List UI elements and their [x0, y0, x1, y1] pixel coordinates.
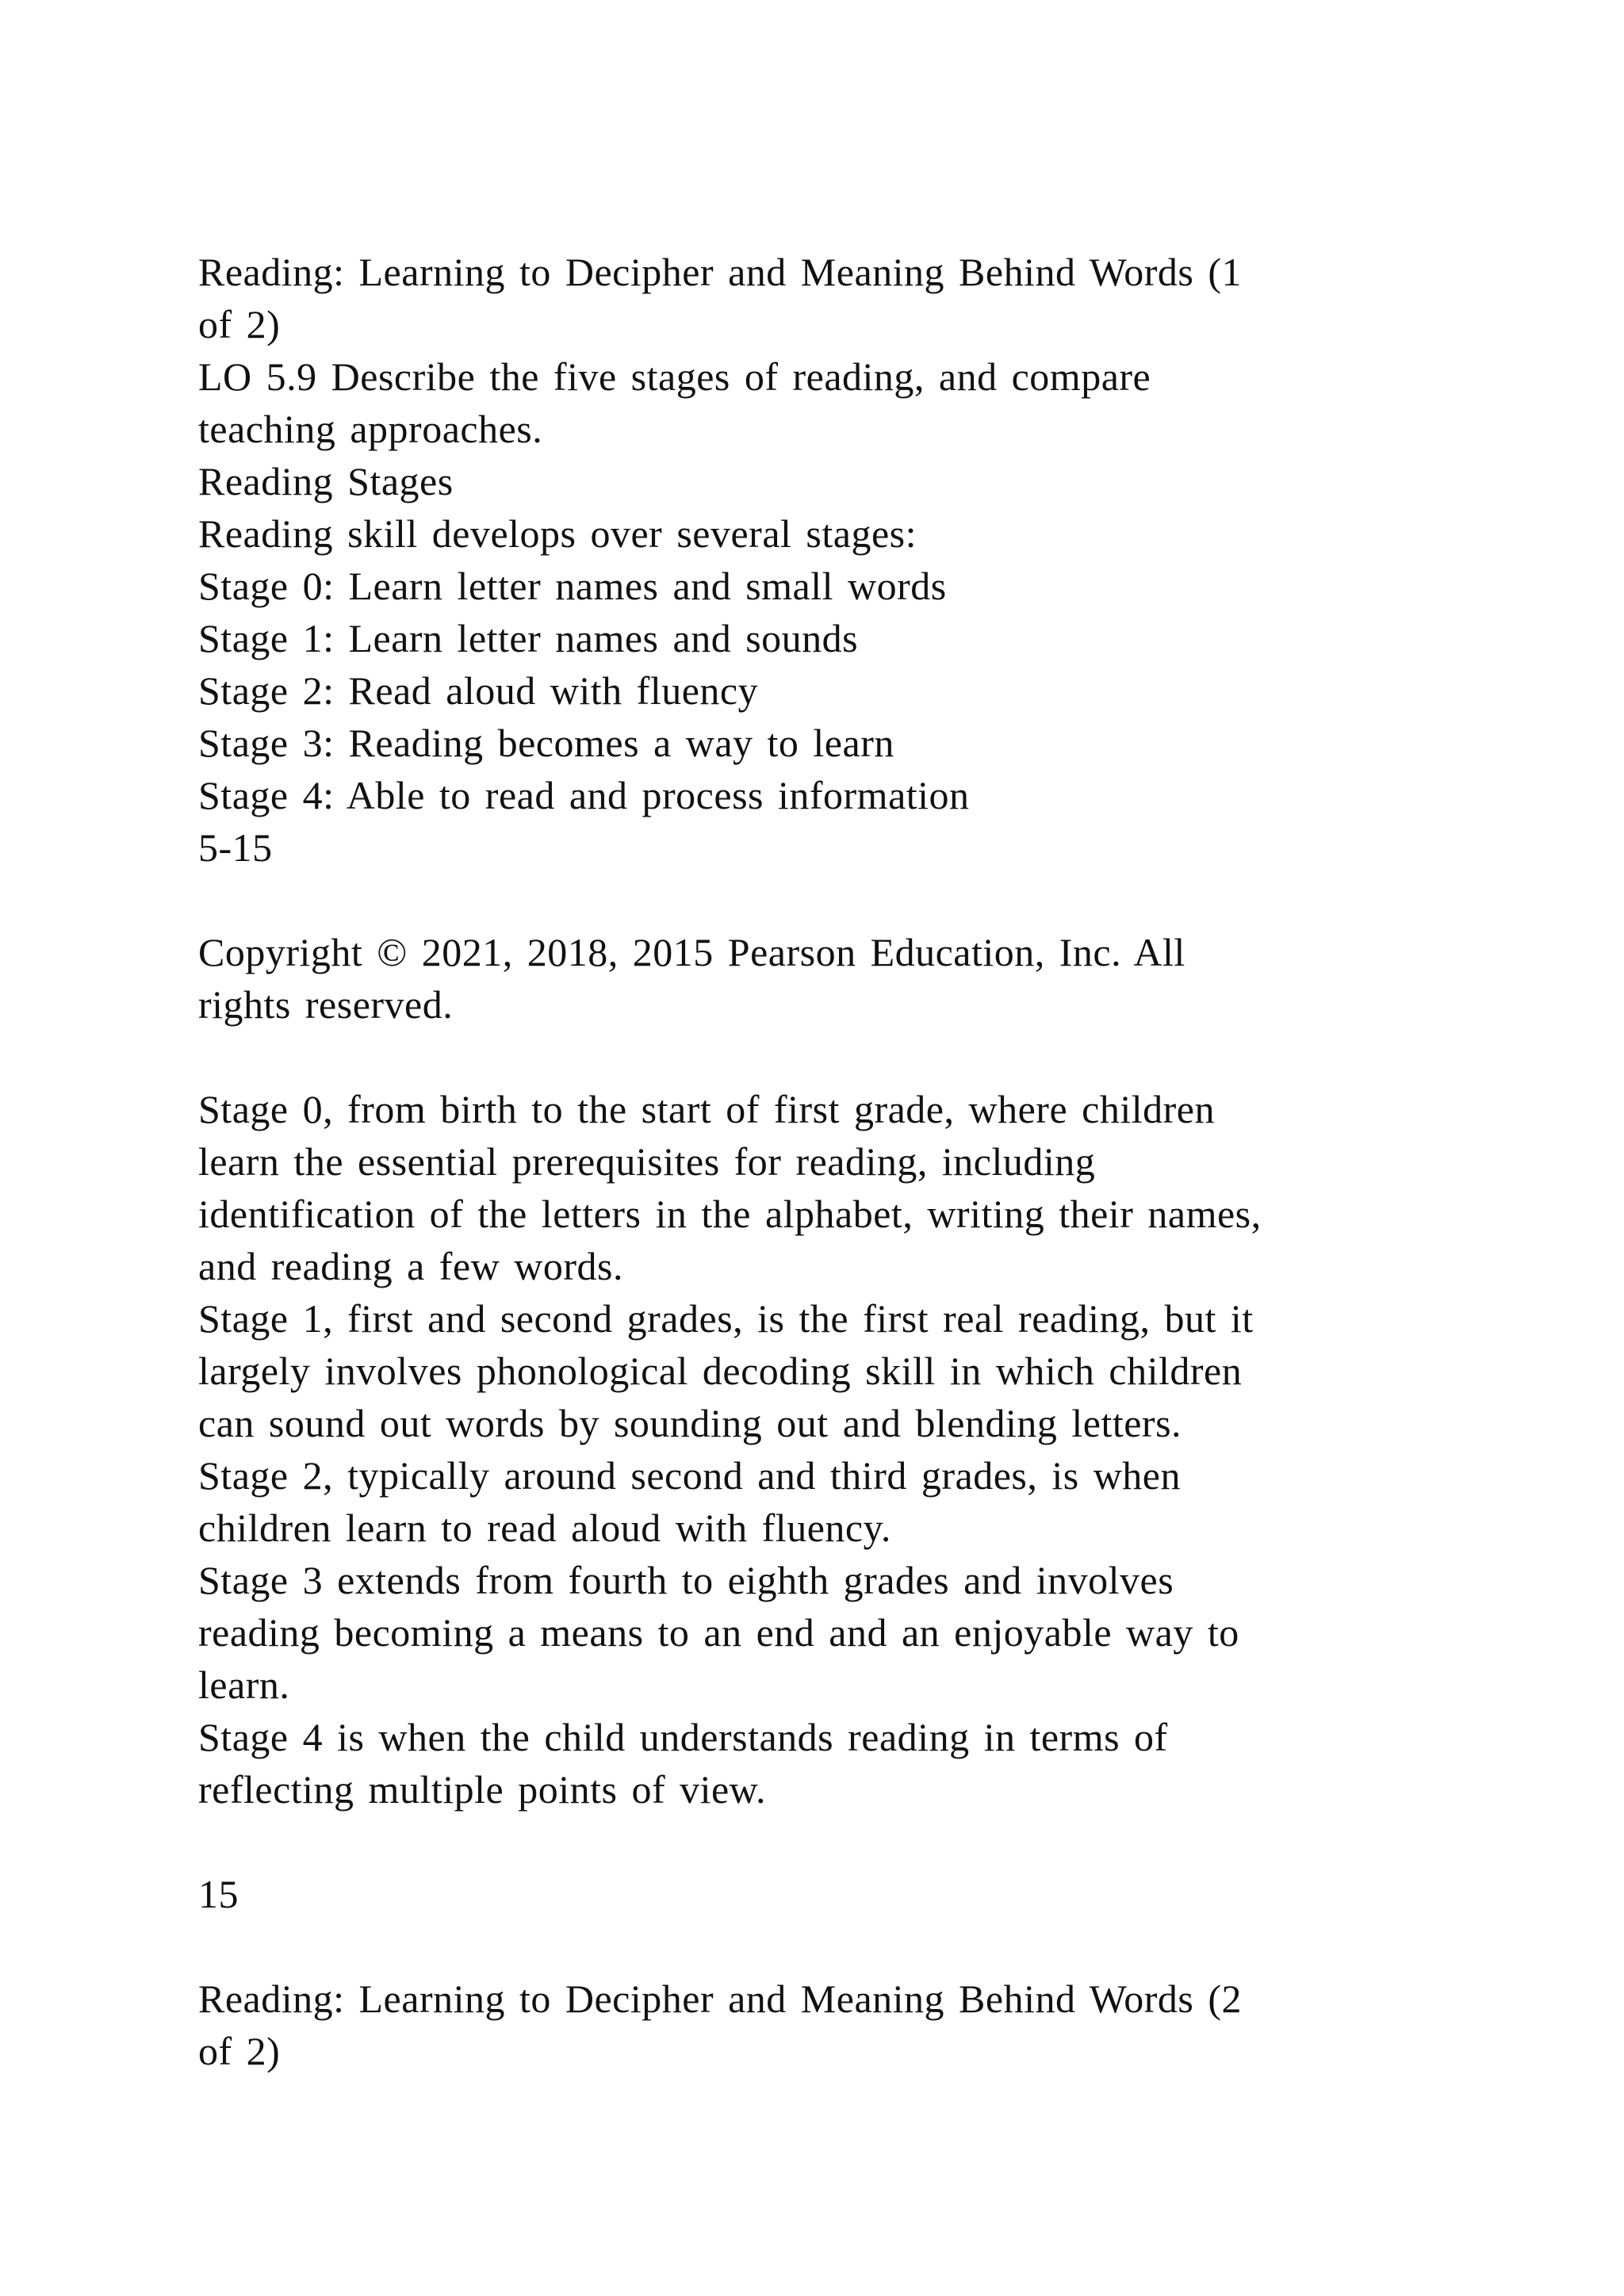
slide-title-line: Reading: Learning to Decipher and Meaning Behind Words (1: [198, 250, 1243, 294]
document-page: [198, 246, 1467, 2077]
notes-line: identification of the letters in the alphabet, writing their names,: [198, 1192, 1262, 1236]
stage-item: Stage 2: Read aloud with fluency: [198, 668, 759, 713]
spacer: [198, 1920, 1467, 1973]
copyright-line: Copyright © 2021, 2018, 2015 Pearson Education, Inc. All: [198, 930, 1185, 974]
learning-objective-line: LO 5.9 Describe the five stages of reading, and compare: [198, 354, 1151, 399]
notes-line: learn.: [198, 1663, 290, 1707]
slide-title-line: of 2): [198, 2029, 281, 2073]
spacer: [198, 874, 1467, 926]
notes-line: children learn to read aloud with fluency.: [198, 1506, 891, 1550]
section-heading: Reading Stages: [198, 459, 454, 503]
section-intro: Reading skill develops over several stages:: [198, 511, 917, 556]
page-number: 15: [198, 1872, 239, 1916]
copyright-line: rights reserved.: [198, 982, 454, 1027]
notes-line: reading becoming a means to an end and an enjoyable way to: [198, 1610, 1239, 1655]
learning-objective-line: teaching approaches.: [198, 407, 543, 451]
notes-line: and reading a few words.: [198, 1244, 623, 1288]
notes-line: largely involves phonological decoding skill in which children: [198, 1349, 1243, 1393]
spacer: [198, 1816, 1467, 1868]
notes-line: Stage 4 is when the child understands reading in terms of: [198, 1715, 1168, 1759]
notes-line: Stage 3 extends from fourth to eighth grades and involves: [198, 1558, 1174, 1602]
notes-line: reflecting multiple points of view.: [198, 1767, 767, 1812]
notes-line: can sound out words by sounding out and blending letters.: [198, 1401, 1182, 1445]
slide-number: 5-15: [198, 825, 273, 870]
stage-item: Stage 0: Learn letter names and small words: [198, 564, 947, 608]
notes-line: Stage 2, typically around second and third grades, is when: [198, 1453, 1181, 1498]
slide-title-line: Reading: Learning to Decipher and Meaning Behind Words (2: [198, 1976, 1243, 2021]
stage-item: Stage 1: Learn letter names and sounds: [198, 616, 859, 660]
stage-item: Stage 3: Reading becomes a way to learn: [198, 721, 894, 765]
notes-line: Stage 0, from birth to the start of first grade, where children: [198, 1087, 1215, 1131]
notes-line: learn the essential prerequisites for reading, including: [198, 1139, 1096, 1184]
stage-item: Stage 4: Able to read and process information: [198, 773, 970, 817]
notes-line: Stage 1, first and second grades, is the first real reading, but it: [198, 1296, 1254, 1341]
spacer: [198, 1031, 1467, 1083]
slide-title-line: of 2): [198, 302, 281, 346]
